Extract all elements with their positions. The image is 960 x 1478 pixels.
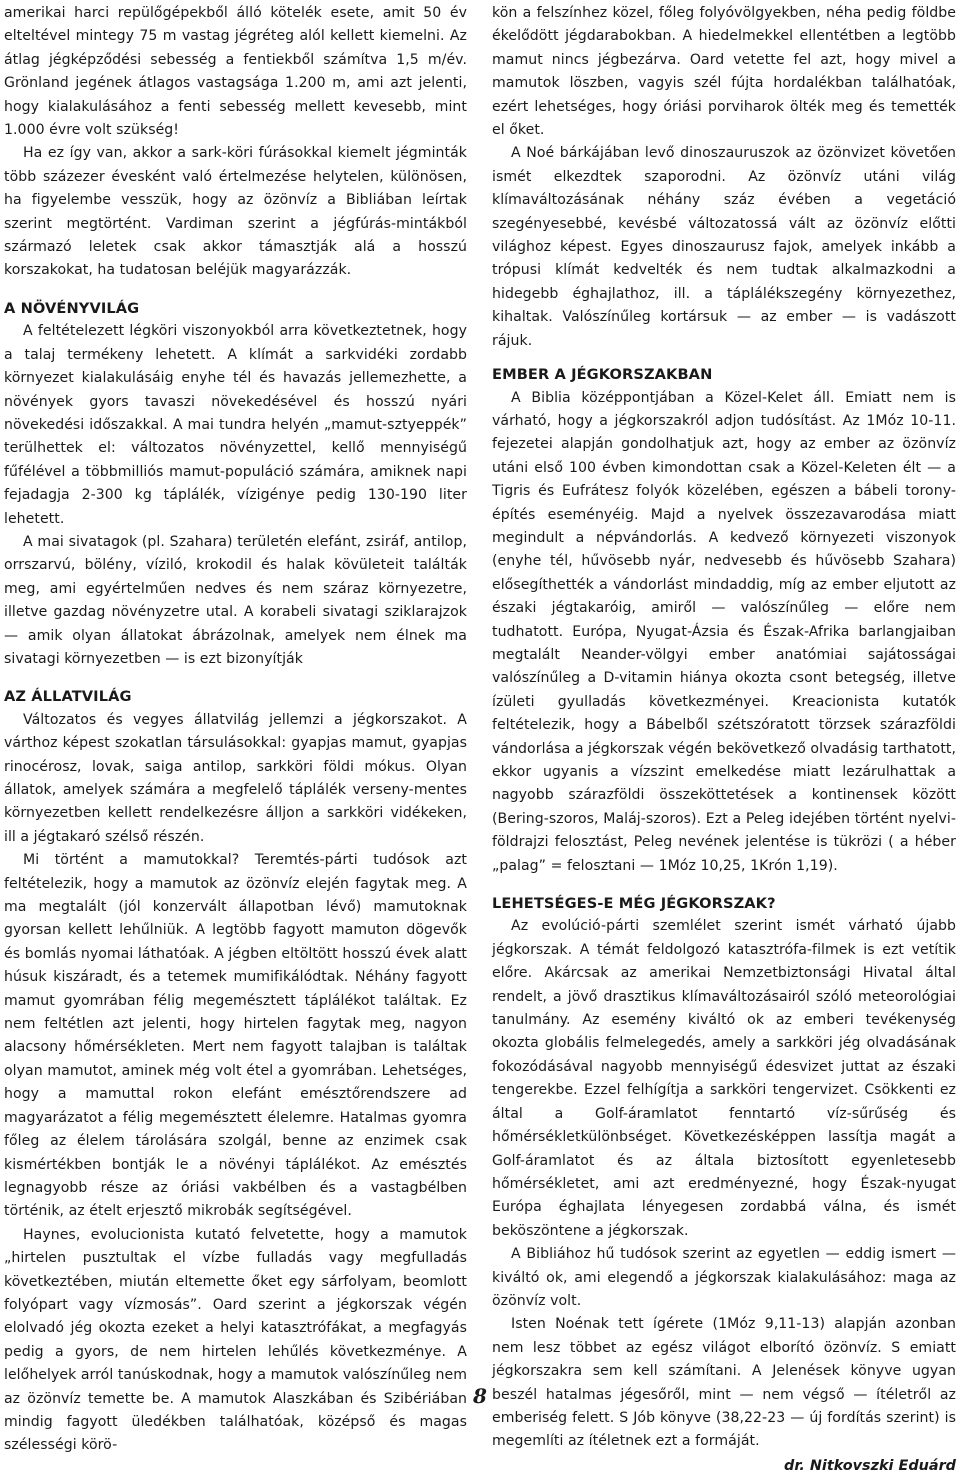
paragraph: amerikai harci repülőgépekből álló kötelék esete, amit 50 év elteltével mintegy 75 m vastag jégréteg alól kellett kiemelni. Az átlag jégképződési sebesség a fentiekből számítva 1,5 m/év. Grönland jegének átlagos vastagsága 1.200 m, ami azt jelenti, hogy kialakulásához a fenti sebesség mellett kevesebb, mint 1.000 évre volt szükség! <box>4 5 467 139</box>
section-heading-possible-ice-age: LEHETSÉGES-E MÉG JÉGKORSZAK? <box>492 895 776 913</box>
spacer <box>492 353 956 363</box>
page-number: 8 <box>473 1384 487 1408</box>
paragraph: A Bibliához hű tudósok szerint az egyetlen — eddig ismert — kiváltó ok, ami elegendő a jégkorszak kialakulásához: maga az özönvíz volt. <box>492 1246 956 1309</box>
paragraph: Haynes, evolucionista kutató felvetette, hogy a mamutok „hirtelen pusztultak el vízbe fulladás vagy megfulladás következtében, miután eltemette őket egy sárfolyam, beomlott folyópart vagy vízmosás”. Oard szerint a jégkorszak végén elolvadó jég okozta ezeket a helyi katasztrófákat, a megfagyás pedig a gyors, de nem hirtelen lehűlés következménye. A lelőhelyek arról tanúskodnak, hogy a mamutok valószínűleg nem az özönvíz temette be. A mamutok Alaszkában és Szibériában mindig fagyott üledékben találhatóak, középső és magas szélességi körö- <box>4 1226 467 1454</box>
left-column <box>4 2 467 1458</box>
section-heading-animals: AZ ÁLLATVILÁG <box>4 688 132 706</box>
paragraph: Ha ez így van, akkor a sark-köri fúrásokkal kiemelt jégminták több százezer évesként való értelmezése helytelen, különösen, ha figyelembe vesszük, hogy az özönvíz a Bibliában leírtak szerint megtörtént. Vardiman szerint a jégfúrás-mintákból származó leletek csak akkor támasztják alá a hosszú korszakokat, ha tudatosan beléjük magyarázzák. <box>4 145 467 279</box>
section-heading-plants: A NÖVÉNYVILÁG <box>4 299 140 317</box>
spacer <box>4 671 467 685</box>
paragraph: Mi történt a mamutokkal? Teremtés-párti tudósok azt feltételezik, hogy a mamutok az özönvíz elején fagytak meg. A ma megtalált (jól konzervált állapotban lévő) mamutoknak gyorsan kellett lehűlniük. A legtöbb fagyott mamuton dögevők és bomlás nyomai láthatóak. A jégben eltöltött hosszú évek alatt húsuk kiszáradt, és a tetemek mumifikálódtak. Néhány fagyott mamut gyomrában félig megemésztett táplálékot találtak. Ez nem feltétlen azt jelenti, hogy hirtelen fagytak meg, nagyon alacsony hőmérsékleten. Mert nem fagyott talajban is találtak olyan mamutot, aminek még volt étel a gyomrában. Lehetséges, hogy a mamuttal rokon elefánt emésztőrendszere ad magyarázatot a félig megemésztett élelemre. Hatalmas gyomra főleg az élelem tárolására szolgál, benne az enzimek csak kismértékben bontják le a növényi táplálékot. Az emésztés legnagyobb része az óriási vakbélben és a vastagbélben történik, az ételt erjesztő mikrobák segítségével. <box>4 852 467 1220</box>
paragraph: Változatos és vegyes állatvilág jellemzi a jégkorszakot. A várthoz képest szokatlan társulásokkal: gyapjas mamut, gyapjas rinocérosz, lovak, saiga antilop, sarkköri földi mókus. Olyan állatok, amelyek számára a megfelelő táplálék verseny-mentes környezetben kellett rendelkezésre álljon a sarkköri vidékeken, ill a jégtakaró szélső részén. <box>4 711 467 845</box>
paragraph: Az evolúció-párti szemlélet szerint ismét várható újabb jégkorszak. A témát feldolgozó katasztrófa-filmek is ezt vetítik előre. Akárcsak az amerikai Nemzetbiztonsági Hivatal által rendelt, a jövő drasztikus klímaváltozásairól szóló meteorológiai tanulmány. Az esemény kiváltó ok az emberi tevékenység okozta globális felmelegedés, amely a sarkköri jég olvadásának fokozódásával nagyobb mennyiségű édesvizet juttat az északi tengerekbe. Ezzel felhígítja a sarkköri tengervizet. Csökkenti ez által a Golf-áramlatot fenntartó víz-sűrűség és hőmérsékletkülönbséget. Következésképpen lassítja magát a Golf-áramlatot és az általa biztosított egyenletesebb hőmérsékletet, ami azt eredményezné, hogy Észak-nyugat Európa éghajlata lényegesen zordabbá válna, és ismét beköszöntene a jégkorszak. <box>492 918 956 1239</box>
author-signature: dr. Nitkovszki Eduárd <box>784 1457 956 1474</box>
paragraph: A Noé bárkájában levő dinoszauruszok az özönvizet követően ismét elkezdtek szaporodni. Az özönvíz utáni világ klímaváltozásának néhány száz évében a vegetáció szegényesebbé, kevésbé változatossá vált az özönvíz előtti világhoz képest. Egyes dinoszaurusz fajok, amelyek inkább a trópusi klímát kedvelték és nem tudtak alkalmazkodni a hidegebb éghajlathoz, ill. a táplálékszegény környezethez, kihaltak. Valószínűleg kortársuk — az ember — is vadászott rájuk. <box>492 145 956 349</box>
paragraph: A Biblia középpontjában a Közel-Kelet áll. Emiatt nem is várható, hogy a jégkorszakról adjon tudósítást. Az 1Móz 10-11. fejezetei alapján gondolhatjuk azt, hogy az ember az özönvíz utáni első 100 évben kimondottan csak a Közel-Keleten élt — a Tigris és Eufrátesz folyók közelében, egészen a bábeli torony-építés eseményéig. Majd a nyelvek összezavarodása miatt megindult a népvándorlás. A kedvező környezeti viszonyok (enyhe tél, hűvösebb nyár, nedvesebb és hűvösebb Szahara) elősegíthették a vándorlást mindaddig, míg az ember eljutott az északi jégtakaróig, amiről — valószínűleg — előre nem tudhatott. Európa, Nyugat-Ázsia és Észak-Afrika barlangjaiban megtalált Neander-völgyi ember anatómiai sajátosságai valószínűleg a D-vitamin hiánya okozta csont betegség, illetve ízületi gyulladás következményei. Kreacionista kutatók feltételezik, hogy a Bábelből szétszóratott törzsek szárazföldi vándorlása a jégkorszak végén bekövetkező olvadásig tarthatott, ekkor ugyanis a vízszint emelkedése miatt lezárulhattak a nagyobb szárazföldi összeköttetések a kontinensek között (Bering-szoros, Maláj-szoros). Ezt a Peleg idejében történt nyelvi-földrajzi felosztást, Peleg nevének jelentése is tükrözi ( a héber „palag” = felosztani — 1Móz 10,25, 1Krón 1,19). <box>492 389 957 874</box>
paragraph: Isten Noénak tett ígérete (1Móz 9,11-13) alapján azonban nem lesz többet az egész világot elborító özönvíz. S emiatt jégkorszakra sem kell számítani. A Jelenések könyve ugyan beszél hatalmas jégesőről, mint — nem végső — ítéletről az emberiség felett. S Jób könyve (38,22-23 — új fordítás szerint) is megemlíti az ítéletnek ezt a formáját. <box>492 1316 956 1450</box>
spacer <box>4 283 467 297</box>
paragraph: A mai sivatagok (pl. Szahara) területén elefánt, zsiráf, antilop, orrszarvú, bölény, víziló, krokodil és halak kövületeit találták meg, ami egyértelműen nedves és nem száraz környezetre, illetve gazdag növényzetre utal. A korabeli sivatagi sziklarajzok — amik olyan állatokat ábrázolnak, amelyek nem élnek ma sivatagi környezetben — is ezt bizonyítják <box>4 533 467 667</box>
paragraph: kön a felszínhez közel, főleg folyóvölgyekben, néha pedig földbe ékelődött jégdarabokban. A hiedelmekkel ellentétben a legtöbb mamut nincs jégbezárva. Oard vetette fel azt, hogy mivel a mamutok löszben, vagyis szél fújta hordalékban találhatóak, ezért lehetséges, hogy óriási porviharok ölték meg és temették el őket. <box>492 5 956 139</box>
paragraph: A feltételezett légköri viszonyokból arra következtetnek, hogy a talaj termékeny lehetett. A klímát a sarkvidéki zordabb környezet kialakulásáig enyhe tél és havazás jellemezhette, a növények gyors tavaszi növekedésével és hosszú nyári növekedési időszakkal. A mai tundra helyén „mamut-sztyeppék” terülhettek el: változatos növényzettel, kellő mennyiségű fűfélével a többmilliós mamut-populáció számára, amiknek napi fejadagja 2-300 kg táplálék, vízigénye pedig 130-190 liter lehetett. <box>4 323 467 527</box>
spacer <box>492 878 956 892</box>
section-heading-man-in-ice-age: EMBER A JÉGKORSZAKBAN <box>492 366 713 384</box>
right-column <box>492 2 956 1478</box>
